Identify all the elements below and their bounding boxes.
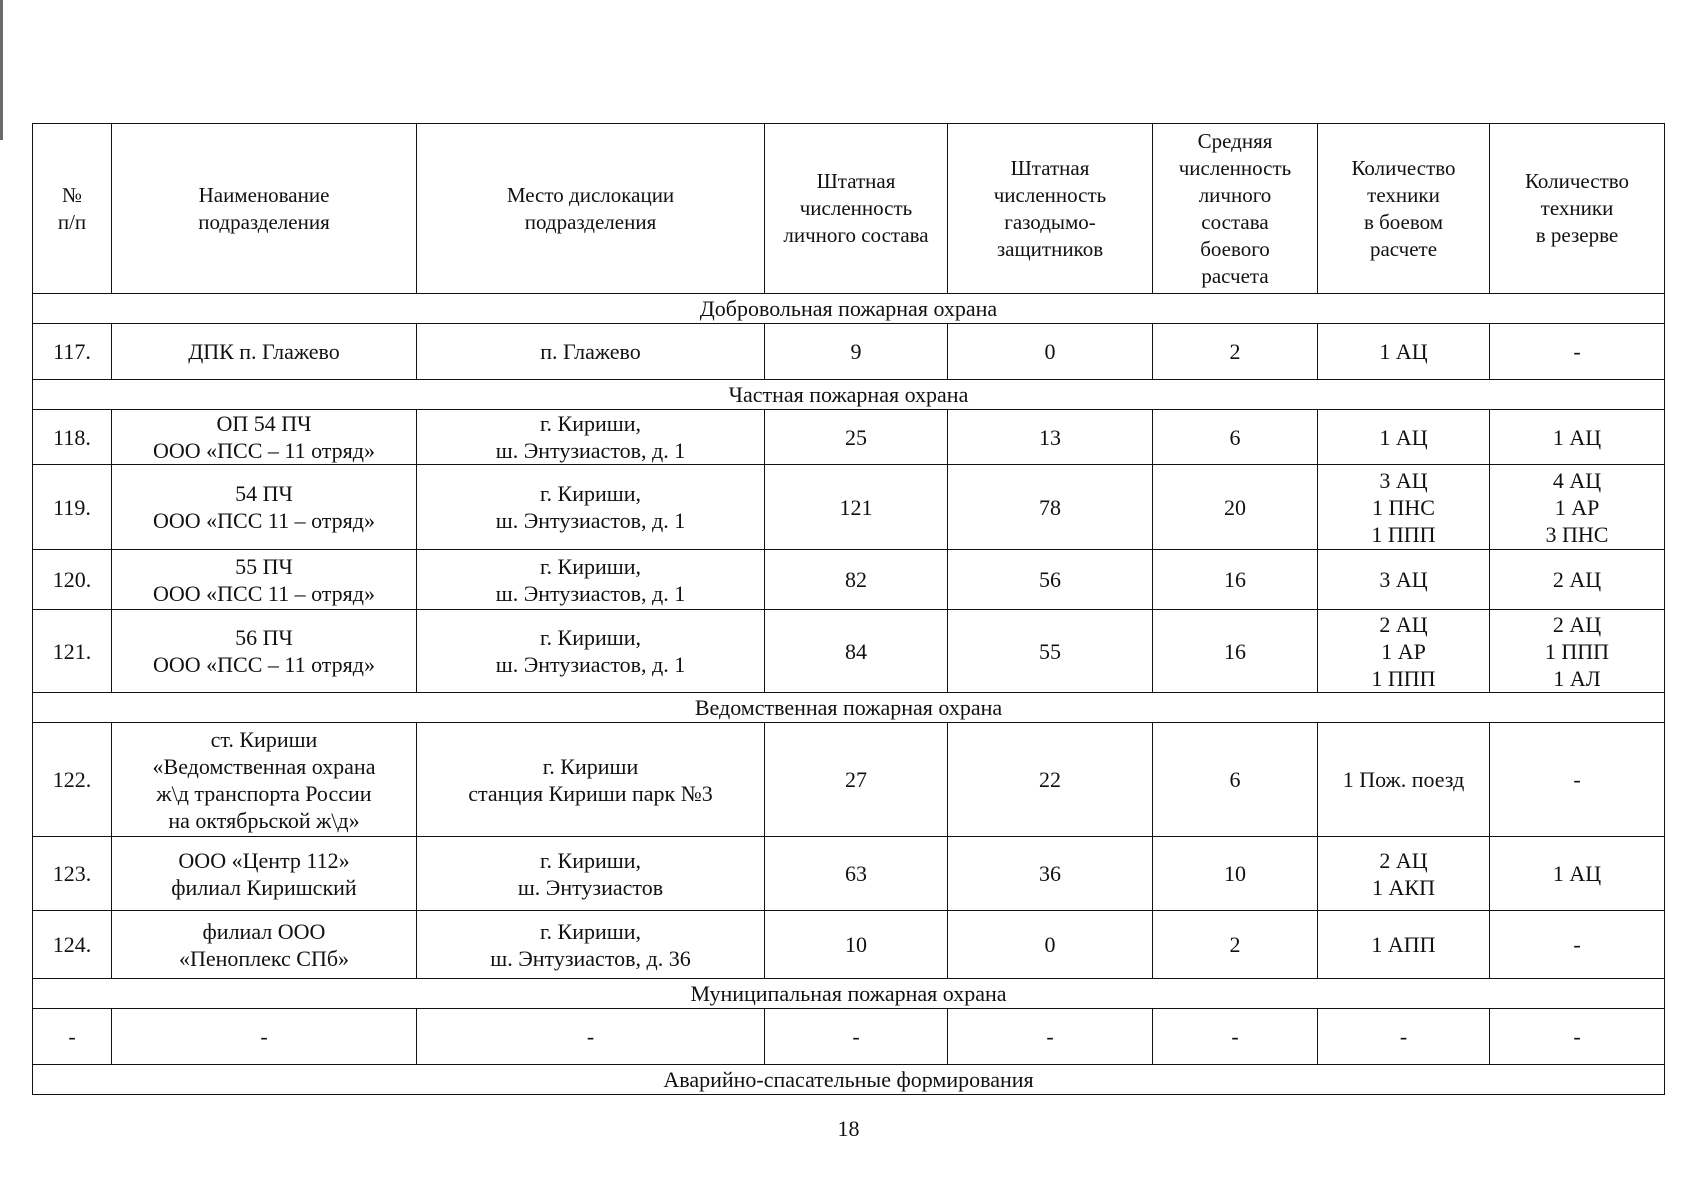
header-avg-crew: Средняя численность личного состава боевого расчета (1153, 124, 1318, 294)
table-row (33, 911, 1665, 979)
cell-unit-name: филиал ООО «Пеноплекс СПб» (112, 911, 417, 979)
table-row (33, 610, 1665, 693)
fire-units-table (32, 123, 1665, 1095)
cell-number: 121. (33, 610, 112, 693)
cell-number: 120. (33, 550, 112, 610)
header-vehicles-reserve: Количество техники в резерве (1490, 124, 1665, 294)
cell-vehicles-active: 1 АЦ (1318, 324, 1490, 380)
cell-gas-smoke-count: 22 (948, 723, 1153, 837)
header-unit-name: Наименование подразделения (112, 124, 417, 294)
cell-vehicles-reserve: 2 АЦ (1490, 550, 1665, 610)
cell-vehicles-reserve: - (1490, 324, 1665, 380)
cell-gas-smoke-count: - (948, 1009, 1153, 1065)
cell-vehicles-active: 3 АЦ 1 ПНС 1 ППП (1318, 465, 1490, 550)
cell-number: 117. (33, 324, 112, 380)
cell-staff-count: 25 (765, 410, 948, 465)
cell-vehicles-active: 1 АЦ (1318, 410, 1490, 465)
cell-number: 124. (33, 911, 112, 979)
cell-vehicles-active: 3 АЦ (1318, 550, 1490, 610)
header-number: № п/п (33, 124, 112, 294)
cell-gas-smoke-count: 13 (948, 410, 1153, 465)
header-gas-smoke-count: Штатная численность газодымо- защитников (948, 124, 1153, 294)
cell-location: г. Кириши, ш. Энтузиастов, д. 36 (417, 911, 765, 979)
section-title: Муниципальная пожарная охрана (33, 979, 1665, 1009)
cell-vehicles-reserve: 4 АЦ 1 АР 3 ПНС (1490, 465, 1665, 550)
cell-unit-name: ОП 54 ПЧ ООО «ПСС – 11 отряд» (112, 410, 417, 465)
section-title: Ведомственная пожарная охрана (33, 693, 1665, 723)
cell-avg-crew: 6 (1153, 410, 1318, 465)
section-title: Аварийно-спасательные формирования (33, 1065, 1665, 1095)
cell-staff-count: 9 (765, 324, 948, 380)
table-row (33, 550, 1665, 610)
cell-unit-name: ООО «Центр 112» филиал Киришский (112, 837, 417, 911)
cell-location: г. Кириши, ш. Энтузиастов, д. 1 (417, 550, 765, 610)
cell-vehicles-reserve: - (1490, 723, 1665, 837)
table-row (33, 410, 1665, 465)
cell-number: 122. (33, 723, 112, 837)
cell-gas-smoke-count: 0 (948, 324, 1153, 380)
cell-gas-smoke-count: 55 (948, 610, 1153, 693)
cell-unit-name: 54 ПЧ ООО «ПСС 11 – отряд» (112, 465, 417, 550)
cell-vehicles-reserve: - (1490, 911, 1665, 979)
cell-avg-crew: 16 (1153, 610, 1318, 693)
cell-avg-crew: - (1153, 1009, 1318, 1065)
table-row (33, 837, 1665, 911)
table-header-row (33, 124, 1665, 294)
cell-vehicles-active: 1 Пож. поезд (1318, 723, 1490, 837)
cell-vehicles-reserve: 2 АЦ 1 ППП 1 АЛ (1490, 610, 1665, 693)
cell-staff-count: 27 (765, 723, 948, 837)
cell-avg-crew: 10 (1153, 837, 1318, 911)
cell-unit-name: 55 ПЧ ООО «ПСС 11 – отряд» (112, 550, 417, 610)
cell-unit-name: ст. Кириши «Ведомственная охрана ж\д транспорта России на октябрьской ж\д» (112, 723, 417, 837)
cell-vehicles-reserve: 1 АЦ (1490, 410, 1665, 465)
table-row (33, 465, 1665, 550)
cell-vehicles-active: - (1318, 1009, 1490, 1065)
cell-avg-crew: 20 (1153, 465, 1318, 550)
section-row-volunteer (33, 294, 1665, 324)
cell-number: 119. (33, 465, 112, 550)
section-title: Добровольная пожарная охрана (33, 294, 1665, 324)
cell-gas-smoke-count: 78 (948, 465, 1153, 550)
cell-staff-count: - (765, 1009, 948, 1065)
table-row (33, 723, 1665, 837)
cell-location: - (417, 1009, 765, 1065)
cell-vehicles-active: 2 АЦ 1 АР 1 ППП (1318, 610, 1490, 693)
cell-number: 118. (33, 410, 112, 465)
section-row-private (33, 380, 1665, 410)
cell-gas-smoke-count: 0 (948, 911, 1153, 979)
cell-staff-count: 10 (765, 911, 948, 979)
header-vehicles-active: Количество техники в боевом расчете (1318, 124, 1490, 294)
cell-location: г. Кириши, ш. Энтузиастов, д. 1 (417, 410, 765, 465)
cell-avg-crew: 6 (1153, 723, 1318, 837)
cell-vehicles-active: 2 АЦ 1 АКП (1318, 837, 1490, 911)
cell-location: г. Кириши, ш. Энтузиастов, д. 1 (417, 465, 765, 550)
cell-gas-smoke-count: 36 (948, 837, 1153, 911)
cell-staff-count: 63 (765, 837, 948, 911)
cell-avg-crew: 2 (1153, 324, 1318, 380)
cell-vehicles-reserve: 1 АЦ (1490, 837, 1665, 911)
page-number: 18 (837, 1116, 860, 1141)
cell-gas-smoke-count: 56 (948, 550, 1153, 610)
cell-staff-count: 121 (765, 465, 948, 550)
table-row (33, 324, 1665, 380)
cell-avg-crew: 16 (1153, 550, 1318, 610)
header-location: Место дислокации подразделения (417, 124, 765, 294)
section-row-departmental (33, 693, 1665, 723)
cell-unit-name: - (112, 1009, 417, 1065)
cell-avg-crew: 2 (1153, 911, 1318, 979)
cell-location: г. Кириши станция Кириши парк №3 (417, 723, 765, 837)
cell-number: 123. (33, 837, 112, 911)
table-row (33, 1009, 1665, 1065)
cell-vehicles-reserve: - (1490, 1009, 1665, 1065)
cell-location: г. Кириши, ш. Энтузиастов (417, 837, 765, 911)
section-row-municipal (33, 979, 1665, 1009)
cell-number: - (33, 1009, 112, 1065)
cell-unit-name: 56 ПЧ ООО «ПСС – 11 отряд» (112, 610, 417, 693)
section-title: Частная пожарная охрана (33, 380, 1665, 410)
header-staff-count: Штатная численность личного состава (765, 124, 948, 294)
cell-unit-name: ДПК п. Глажево (112, 324, 417, 380)
cell-location: г. Кириши, ш. Энтузиастов, д. 1 (417, 610, 765, 693)
cell-staff-count: 82 (765, 550, 948, 610)
cell-vehicles-active: 1 АПП (1318, 911, 1490, 979)
cell-location: п. Глажево (417, 324, 765, 380)
cell-staff-count: 84 (765, 610, 948, 693)
section-row-rescue (33, 1065, 1665, 1095)
scan-edge-mark (0, 0, 3, 140)
